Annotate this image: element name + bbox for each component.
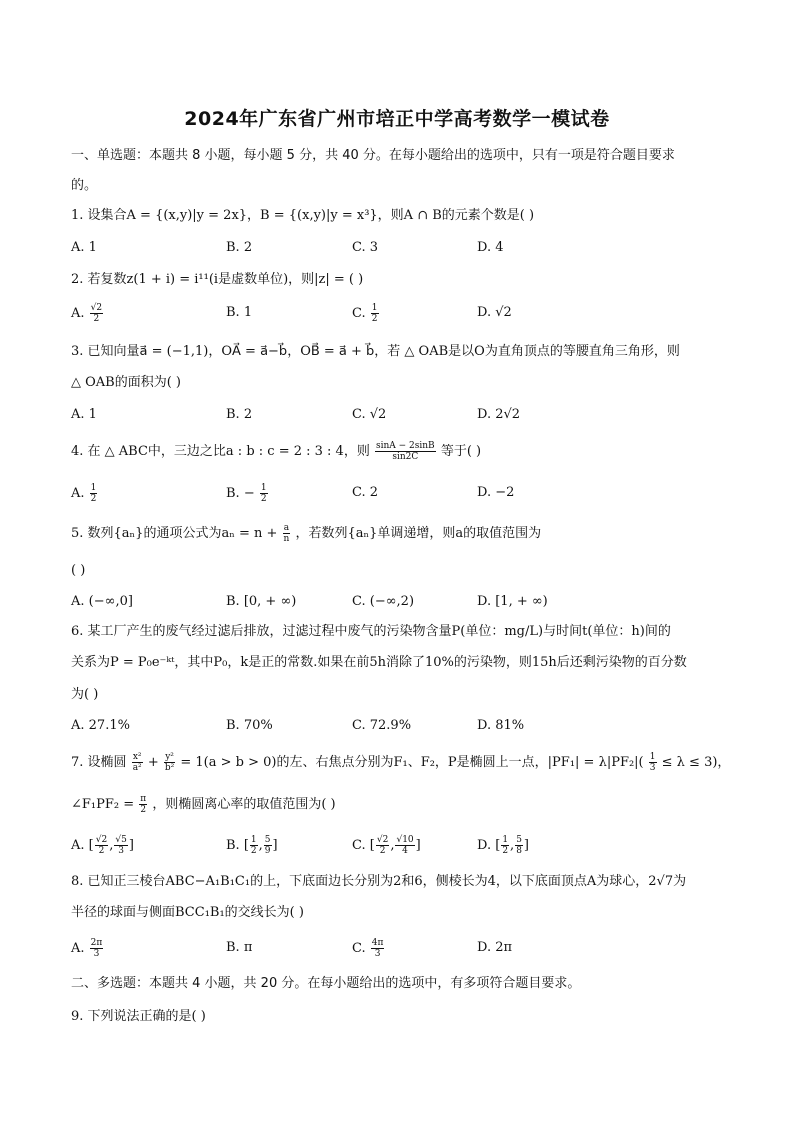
option-a-label: A. xyxy=(71,486,85,501)
question-2-stem: 2. 若复数z(1 + i) = i¹¹(i是虚数单位)，则|z| = ( ) xyxy=(71,272,364,287)
section-heading-single-choice: 一、单选题：本题共 8 小题，每小题 5 分，共 40 分。在每小题给出的选项中，只有一项是符合题目要求 xyxy=(71,148,675,163)
fraction xyxy=(264,835,272,856)
option-b: B. [0, + ∞) xyxy=(226,594,297,609)
fraction-denominator: 3 xyxy=(118,846,124,856)
fraction-numerator: 5 xyxy=(516,835,522,845)
option-c: C. 3 xyxy=(352,240,379,255)
question-9-stem: 9. 下列说法正确的是( ) xyxy=(71,1009,206,1024)
question-1-options xyxy=(71,238,731,262)
fraction xyxy=(90,303,103,324)
question-8-stem-continuation: 半径的球面与侧面BCC₁B₁的交线长为( ) xyxy=(71,905,304,920)
option-a xyxy=(71,938,104,959)
page-title: 2024年广东省广州市培正中学高考数学一模试卷 xyxy=(184,108,610,130)
fraction-denominator: 8 xyxy=(516,846,522,856)
option-c: C. [ $\frac{√2}{2}$ , $\frac{√10}{4}$ ] xyxy=(352,835,421,856)
question-6-options xyxy=(71,716,731,740)
fraction-numerator: √2 xyxy=(376,835,389,845)
fraction-numerator: 1 xyxy=(90,483,97,493)
fraction-numerator: 2π xyxy=(90,938,103,948)
fraction-numerator: √10 xyxy=(396,835,414,845)
fraction-numerator: 1 xyxy=(260,483,267,493)
question-7-stem xyxy=(71,752,730,773)
fraction-denominator: 2 xyxy=(93,314,100,324)
fraction-denominator: 4 xyxy=(402,846,408,856)
option-b: B. [ $\frac{1}{2}$ , $\frac{5}{9}$ ] xyxy=(226,835,278,856)
fraction-denominator: 2 xyxy=(260,494,267,504)
option-d: D. 81% xyxy=(477,718,525,733)
question-7-stem-end: ≤ λ ≤ 3)， xyxy=(661,755,731,770)
option-d: D. √2 xyxy=(477,305,512,320)
fraction xyxy=(260,483,268,504)
option-c: C. 2 xyxy=(352,485,379,500)
angle-expression: ∠F₁PF₂ = xyxy=(71,797,135,812)
question-5-stem-end: ，若数列{aₙ}单调递增，则a的取值范围为 xyxy=(295,526,542,541)
fraction xyxy=(90,483,98,504)
option-d: D. [ $\frac{1}{2}$ , $\frac{5}{8}$ ] xyxy=(477,835,529,856)
option-a xyxy=(71,303,104,324)
option-c-label: C. xyxy=(352,838,366,853)
fraction-numerator: x² xyxy=(132,752,142,762)
question-4-stem-end: 等于( ) xyxy=(440,444,482,459)
fraction-pi-over-2 xyxy=(139,794,147,815)
option-d: D. 2√2 xyxy=(477,407,521,422)
fraction-numerator: y² xyxy=(165,752,174,762)
question-2-options xyxy=(71,303,731,327)
fraction-numerator: a xyxy=(283,523,290,533)
option-c: C. √2 xyxy=(352,407,387,422)
option-d: D. 4 xyxy=(477,240,504,255)
option-b xyxy=(226,483,269,504)
option-a: A. 27.1% xyxy=(71,718,130,733)
question-4-stem xyxy=(71,441,481,462)
fraction-x2-a2 xyxy=(132,752,143,773)
question-7-stem-start: 7. 设椭圆 xyxy=(71,755,127,770)
fraction xyxy=(371,938,385,959)
fraction-denominator: 2 xyxy=(502,846,509,856)
option-c-label: C. xyxy=(352,306,366,321)
fraction-numerator: √2 xyxy=(90,303,103,313)
question-7-stem-middle: = 1(a > b > 0)的左、右焦点分别为F₁、F₂，P是椭圆上一点，|PF₁| = λ|PF₂|( xyxy=(180,755,644,770)
fraction-numerator: sinA − 2sinB xyxy=(375,441,435,451)
fraction-denominator: 2 xyxy=(98,846,105,856)
fraction-denominator: 2 xyxy=(379,846,386,856)
option-a-label: A. xyxy=(71,941,85,956)
fraction-denominator: 2 xyxy=(90,494,97,504)
question-7-stem-end-2: ，则椭圆离心率的取值范围为( ) xyxy=(152,797,336,812)
option-b: B. π xyxy=(226,940,253,955)
fraction-denominator: 3 xyxy=(93,949,100,959)
fraction-denominator: n xyxy=(283,534,290,544)
question-3-stem: 3. 已知向量a⃗ = (−1,1)，OA⃗ = a⃗−b⃗，OB⃗ = a⃗ + b⃗，若 △ OAB是以O为直角顶点的等腰直角三角形，则 xyxy=(71,344,680,359)
question-1-stem: 1. 设集合A = {(x,y)|y = 2x}，B = {(x,y)|y = x³}，则A ∩ B的元素个数是( ) xyxy=(71,208,535,223)
question-4-stem-start: 4. 在 △ ABC中，三边之比a : b : c = 2 : 3 : 4，则 xyxy=(71,444,370,459)
question-8-options xyxy=(71,938,731,962)
question-7-stem-continuation xyxy=(71,794,336,815)
option-d: D. −2 xyxy=(477,485,515,500)
section-heading-continuation: 的。 xyxy=(71,178,98,193)
fraction xyxy=(515,835,523,856)
plus-sign: + xyxy=(147,755,159,770)
option-d: D. [1, + ∞) xyxy=(477,594,548,609)
fraction-denominator: a² xyxy=(132,763,142,773)
fraction-numerator: 4π xyxy=(371,938,384,948)
option-b-label: B. − xyxy=(226,486,255,501)
fraction-numerator: 1 xyxy=(371,303,378,313)
question-5-options xyxy=(71,592,731,616)
option-a-label: A. xyxy=(71,306,85,321)
fraction-denominator: 2 xyxy=(250,846,257,856)
option-a-label: A. xyxy=(71,838,85,853)
option-c: C. 72.9% xyxy=(352,718,412,733)
question-5-stem-continuation: ( ) xyxy=(71,563,86,578)
question-3-stem-continuation: △ OAB的面积为( ) xyxy=(71,375,182,390)
fraction xyxy=(376,835,389,856)
option-c-label: C. xyxy=(352,941,366,956)
option-b: B. 70% xyxy=(226,718,273,733)
option-c xyxy=(352,938,385,959)
fraction-y2-b2 xyxy=(164,752,175,773)
section-heading-multi-choice: 二、多选题：本题共 4 小题，共 20 分。在每小题给出的选项中，有多项符合题目要求。 xyxy=(71,976,581,991)
option-a: A. 1 xyxy=(71,240,97,255)
option-c xyxy=(352,303,380,324)
option-a: A. (−∞,0] xyxy=(71,594,133,609)
fraction xyxy=(90,938,104,959)
fraction-numerator: 1 xyxy=(502,835,509,845)
fraction xyxy=(395,835,414,856)
question-7-options xyxy=(71,835,731,859)
fraction-denominator: b² xyxy=(164,763,175,773)
fraction-numerator: 5 xyxy=(264,835,271,845)
option-b: B. 2 xyxy=(226,407,253,422)
fraction-denominator: 2 xyxy=(371,314,378,324)
option-a: A. [ $\frac{√2}{2}$ , $\frac{√5}{3}$ ] xyxy=(71,835,134,856)
option-b: B. 1 xyxy=(226,305,253,320)
question-3-options xyxy=(71,405,731,429)
option-d-label: D. xyxy=(477,838,492,853)
fraction-numerator: 1 xyxy=(250,835,257,845)
question-4-options xyxy=(71,483,731,507)
question-6-stem-continuation-2: 为( ) xyxy=(71,687,99,702)
option-b: B. 2 xyxy=(226,240,253,255)
question-6-stem: 6. 某工厂产生的废气经过滤后排放，过滤过程中废气的污染物含量P(单位：mg/L)与时间t(单位：h)间的 xyxy=(71,624,671,639)
fraction xyxy=(371,303,379,324)
fraction-numerator: π xyxy=(140,794,147,804)
fraction-numerator: √2 xyxy=(95,835,108,845)
fraction-denominator: 3 xyxy=(649,763,656,773)
fraction-numerator: √5 xyxy=(115,835,127,845)
fraction xyxy=(250,835,258,856)
fraction-denominator: 3 xyxy=(374,949,381,959)
fraction xyxy=(283,523,291,544)
option-d: D. 2π xyxy=(477,940,513,955)
fraction-numerator: 1 xyxy=(649,752,656,762)
option-a: A. 1 xyxy=(71,407,97,422)
option-a xyxy=(71,483,98,504)
fraction xyxy=(114,835,127,856)
fraction xyxy=(501,835,509,856)
fraction xyxy=(95,835,108,856)
question-5-stem xyxy=(71,523,541,544)
fraction-denominator: sin2C xyxy=(392,452,419,462)
question-5-stem-start: 5. 数列{aₙ}的通项公式为aₙ = n + xyxy=(71,526,278,541)
fraction-denominator: 9 xyxy=(264,846,271,856)
question-6-stem-continuation: 关系为P = P₀e⁻ᵏᵗ，其中P₀，k是正的常数.如果在前5h消除了10%的污染物，则15h后还剩污染物的百分数 xyxy=(71,655,687,670)
fraction xyxy=(375,441,436,462)
question-8-stem: 8. 已知正三棱台ABC−A₁B₁C₁的上，下底面边长分别为2和6，侧棱长为4，以下底面顶点A为球心，2√7为 xyxy=(71,874,687,889)
option-b-label: B. xyxy=(226,838,240,853)
option-c: C. (−∞,2) xyxy=(352,594,415,609)
fraction-one-third xyxy=(649,752,657,773)
fraction-denominator: 2 xyxy=(140,805,147,815)
